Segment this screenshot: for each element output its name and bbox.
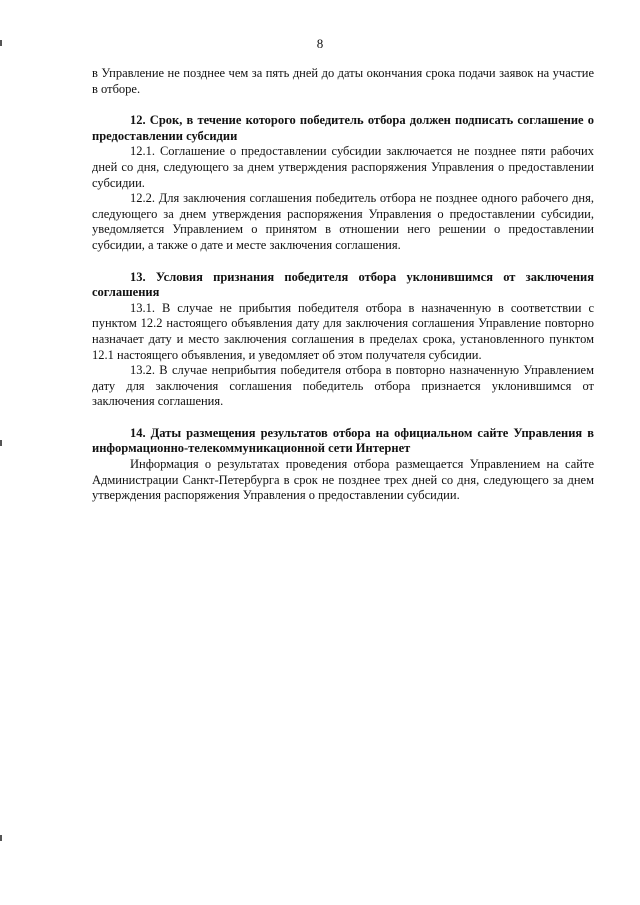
page-number: 8 (316, 36, 324, 51)
section-13-heading: 13. Условия признания победителя отбора уклонившимся от заключения соглашения (92, 269, 594, 300)
section-12-heading: 12. Срок, в течение которого победитель отбора должен подписать соглашение о предоставлении субсидии (92, 113, 594, 143)
continuation-paragraph: в Управление не позднее чем за пять дней до даты окончания срока подачи заявок на участие в отборе. (92, 66, 594, 96)
document-body (92, 66, 594, 504)
scan-edge-mark (0, 440, 2, 446)
paragraph-12-1: 12.1. Соглашение о предоставлении субсидии заключается не позднее пяти рабочих дней со дня, следующего за днем утверждения распоряжения Управления о предоставлении субсидии. (92, 144, 594, 190)
section-14-heading: 14. Даты размещения результатов отбора на официальном сайте Управления в информационно-телекоммуникационной сети Интернет (92, 425, 594, 456)
paragraph-13-2: 13.2. В случае неприбытия победителя отбора в повторно назначенную Управлением дату для заключения соглашения победитель отбора признается уклонившимся от заключения соглашения. (92, 363, 594, 409)
paragraph-14-1: Информация о результатах проведения отбора размещается Управлением на сайте Администрации Санкт-Петербурга в срок не позднее трех дней со дня, следующего за днем утверждения распоряжения Управления о предоставлении субсидии. (92, 457, 594, 503)
scan-edge-mark (0, 835, 2, 841)
paragraph-13-1: 13.1. В случае не прибытия победителя отбора в назначенную в соответствии с пунктом 12.2 настоящего объявления дату для заключения соглашения Управление повторно назначает дату и место заключения соглашения в пределах срока, установленного пунктом 12.1 настоящего объявления, и уведомляет об этом получателя субсидии. (92, 300, 594, 362)
paragraph-12-2: 12.2. Для заключения соглашения победитель отбора не позднее одного рабочего дня, следующего за днем утверждения распоряжения Управления о предоставлении субсидии, уведомляется Управлением о принятом в отношении него решении о предоставлении субсидии, а также о дате и месте заключения соглашения. (92, 191, 594, 252)
